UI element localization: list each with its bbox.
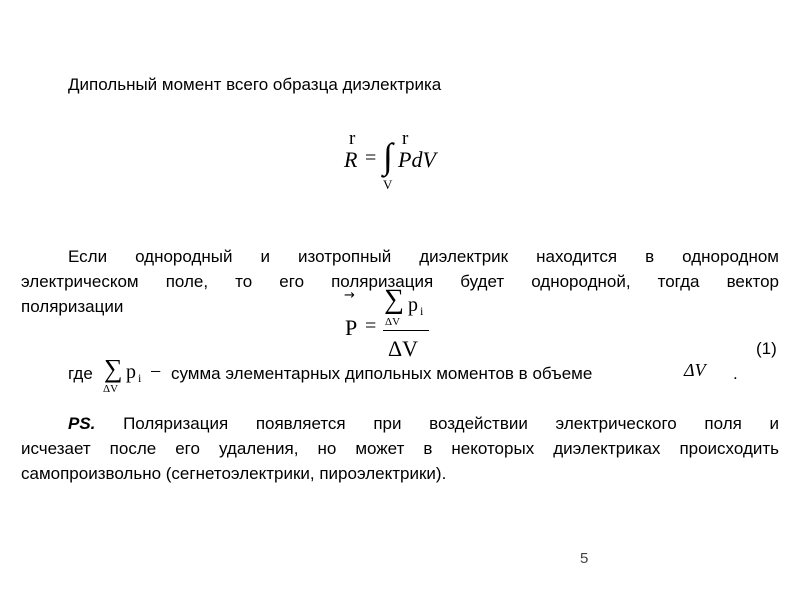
- heading: Дипольный момент всего образца диэлектрика: [68, 75, 442, 94]
- vector-mark-p: r: [402, 128, 409, 149]
- numerator-p: p: [408, 294, 418, 316]
- paragraph1-line1: Если однородный и изотропный диэлектрик находится в однородном: [68, 247, 779, 266]
- equation-number: (1): [756, 339, 777, 358]
- vector-mark-r: r: [349, 128, 356, 149]
- formula1-equals: =: [365, 147, 377, 169]
- formula1-integrand: PdV: [398, 147, 436, 172]
- inline-sum-subscript: i: [138, 371, 142, 385]
- sum-sign: ∑: [384, 284, 404, 315]
- formula-polarization: [338, 283, 448, 363]
- paragraph2-line1-text: Поляризация появляется при воздействии электрического поля и: [95, 414, 779, 433]
- paragraph2-line3: самопроизвольно (сегнетоэлектрики, пироэлектрики).: [21, 464, 447, 483]
- numerator-subscript: i: [420, 304, 424, 318]
- page-number: 5: [580, 550, 589, 567]
- inline-sum-p: p: [126, 361, 136, 383]
- ps-label: PS.: [68, 414, 96, 433]
- formula2-equals: =: [365, 315, 377, 337]
- where-period: .: [733, 364, 738, 383]
- paragraph2-line1: [21, 411, 779, 436]
- paragraph1-line2: электрическом поле, то его поляризация будет однородной, тогда вектор: [21, 272, 779, 291]
- sum-under-label: ΔV: [385, 316, 401, 328]
- inline-sum-under: ΔV: [103, 383, 119, 395]
- paragraph2-line2: исчезает после его удаления, но может в некоторых диэлектриках происходить: [21, 439, 779, 458]
- volume-symbol: ΔV: [684, 360, 706, 380]
- integral-lower-limit: V: [383, 177, 393, 192]
- dash: −: [150, 361, 162, 383]
- inline-sum-sign: ∑: [104, 354, 123, 383]
- fraction-bar: [383, 330, 429, 331]
- where-description: сумма элементарных дипольных моментов в объеме: [171, 364, 593, 383]
- formula2-lhs: P: [345, 315, 358, 340]
- paragraph1-line3: поляризации: [21, 297, 124, 316]
- denominator: ΔV: [388, 336, 419, 361]
- integral-sign: ∫: [383, 136, 393, 176]
- formula1-lhs: R: [344, 147, 358, 172]
- formula-dipole-moment: [330, 125, 480, 200]
- vector-arrow: →: [344, 288, 355, 303]
- where-prefix: где: [68, 364, 93, 383]
